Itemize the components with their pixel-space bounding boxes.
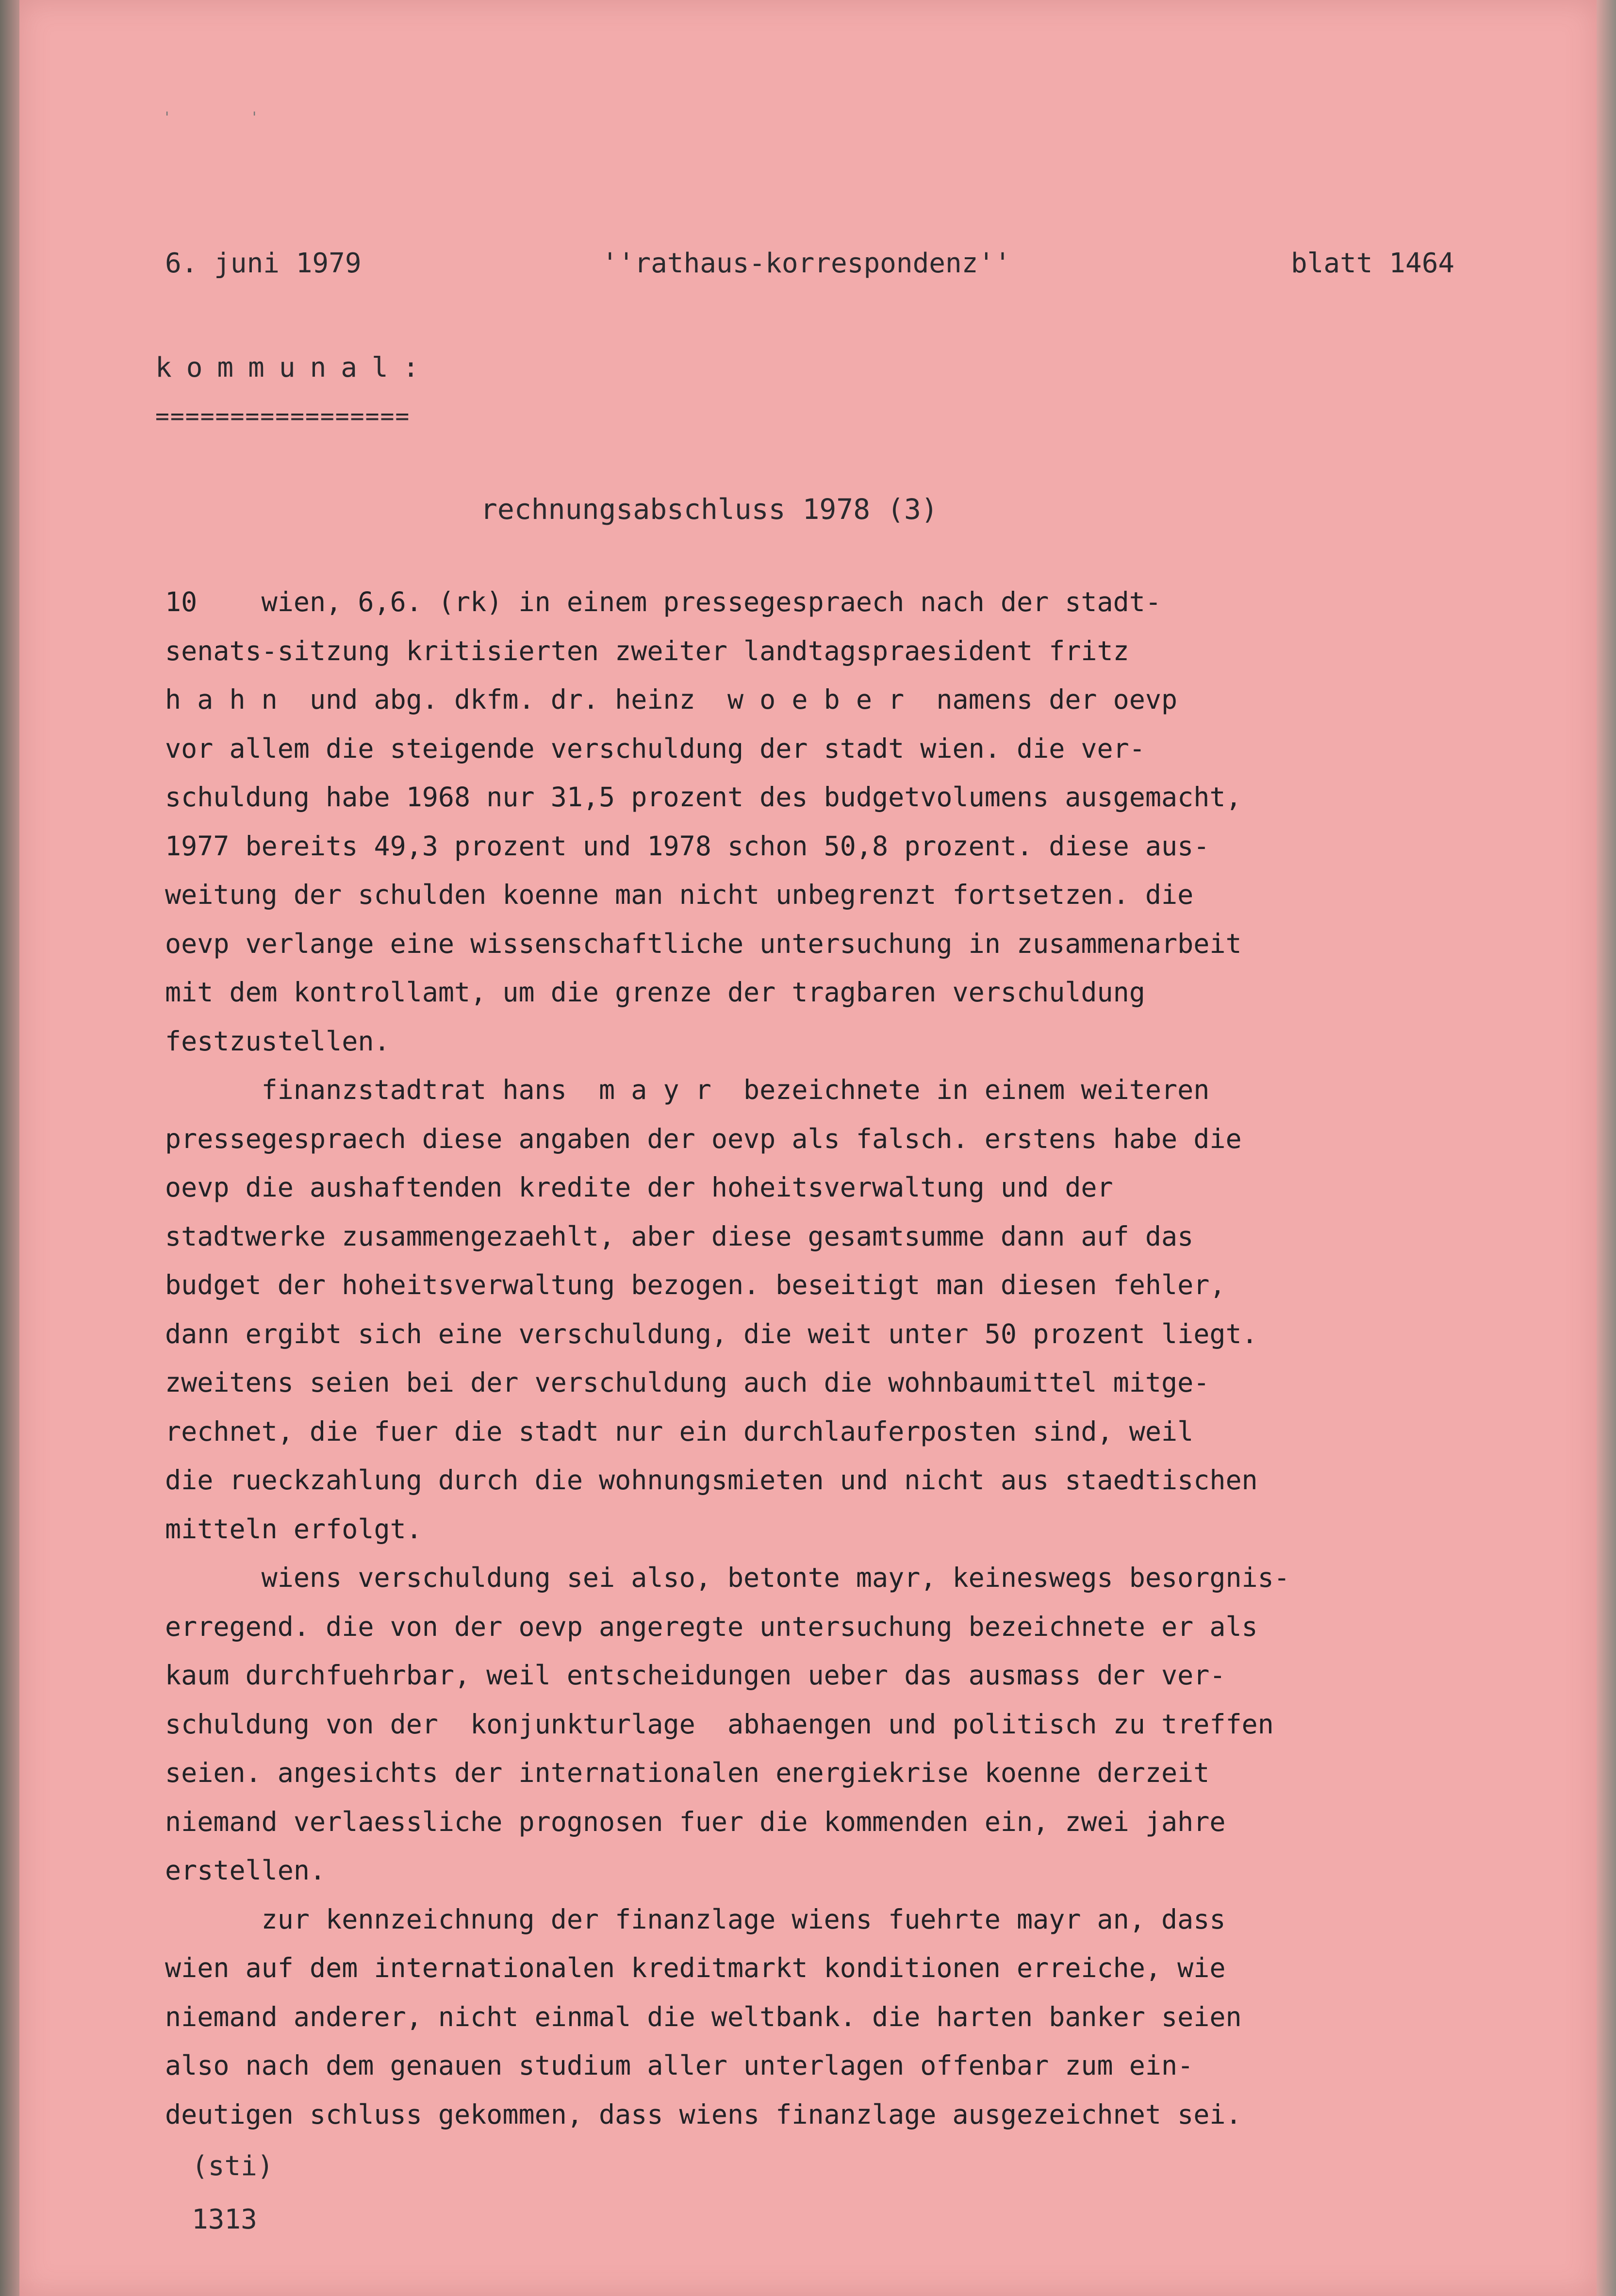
body-line: wien auf dem internationalen kreditmarkt konditionen erreiche, wie (165, 1952, 1226, 1983)
body-line: senats-sitzung kritisierten zweiter landtagspraesident fritz (165, 635, 1129, 666)
page-edge (1597, 0, 1616, 2296)
body-line: niemand verlaessliche prognosen fuer die kommenden ein, zwei jahre (165, 1806, 1226, 1837)
body-line: h a h n und abg. dkfm. dr. heinz w o e b e r namens der oevp (165, 684, 1178, 715)
body-line: die rueckzahlung durch die wohnungsmieten und nicht aus staedtischen (165, 1464, 1258, 1496)
section-underline: ================= (155, 403, 411, 430)
body-line: deutigen schluss gekommen, dass wiens finanzlage ausgezeichnet sei. (165, 2098, 1242, 2130)
body-line: mitteln erfolgt. (165, 1513, 422, 1545)
article-body (165, 578, 1290, 2139)
body-line: erregend. die von der oevp angeregte untersuchung bezeichnete er als (165, 1611, 1258, 1642)
paper-sheet (19, 0, 1597, 2296)
body-line: oevp die aushaftenden kredite der hoheitsverwaltung und der (165, 1172, 1113, 1203)
body-line: oevp verlange eine wissenschaftliche untersuchung in zusammenarbeit (165, 928, 1242, 959)
header-date: 6. juni 1979 (165, 248, 362, 279)
header-sheet-number: blatt 1464 (1291, 248, 1455, 279)
header-source: ''rathaus-korrespondenz'' (602, 248, 1011, 279)
section-title: kommunal: (155, 352, 434, 383)
body-line: pressegespraech diese angaben der oevp als falsch. erstens habe die (165, 1123, 1242, 1154)
body-line: festzustellen. (165, 1025, 390, 1057)
body-line: 1977 bereits 49,3 prozent und 1978 schon 50,8 prozent. diese aus- (165, 830, 1210, 862)
body-line: 10 wien, 6,6. (rk) in einem pressegespraech nach der stadt- (165, 586, 1161, 617)
body-line: schuldung habe 1968 nur 31,5 prozent des budgetvolumens ausgemacht, (165, 782, 1242, 813)
body-line: erstellen. (165, 1855, 326, 1886)
body-line: niemand anderer, nicht einmal die weltbank. die harten banker seien (165, 2001, 1242, 2032)
body-line: zur kennzeichnung der finanzlage wiens fuehrte mayr an, dass (165, 1903, 1226, 1935)
body-line: schuldung von der konjunkturlage abhaengen und politisch zu treffen (165, 1708, 1274, 1740)
body-line: budget der hoheitsverwaltung bezogen. beseitigt man diesen fehler, (165, 1269, 1226, 1300)
body-line: stadtwerke zusammengezaehlt, aber diese gesamtsumme dann auf das (165, 1220, 1194, 1252)
body-line: seien. angesichts der internationalen energiekrise koenne derzeit (165, 1757, 1210, 1788)
body-line: wiens verschuldung sei also, betonte mayr, keineswegs besorgnis- (165, 1562, 1290, 1593)
author-initials: (sti) (192, 2150, 274, 2182)
body-line: kaum durchfuehrbar, weil entscheidungen ueber das ausmass der ver- (165, 1660, 1226, 1691)
body-line: finanzstadtrat hans m a y r bezeichnete in einem weiteren (165, 1074, 1210, 1105)
page-number: 1313 (192, 2204, 257, 2235)
body-line: weitung der schulden koenne man nicht unbegrenzt fortsetzen. die (165, 879, 1194, 910)
article-headline: rechnungsabschluss 1978 (3) (480, 493, 938, 526)
paper-speck: ' (165, 109, 169, 126)
body-line: mit dem kontrollamt, um die grenze der tragbaren verschuldung (165, 977, 1145, 1008)
body-line: zweitens seien bei der verschuldung auch die wohnbaumittel mitge- (165, 1367, 1210, 1398)
body-line: rechnet, die fuer die stadt nur ein durchlauferposten sind, weil (165, 1415, 1194, 1447)
body-line: also nach dem genauen studium aller unterlagen offenbar zum ein- (165, 2050, 1194, 2081)
paper-speck: ' (252, 109, 257, 126)
body-line: dann ergibt sich eine verschuldung, die weit unter 50 prozent liegt. (165, 1318, 1258, 1349)
binding-edge (0, 0, 19, 2296)
body-line: vor allem die steigende verschuldung der stadt wien. die ver- (165, 732, 1145, 764)
